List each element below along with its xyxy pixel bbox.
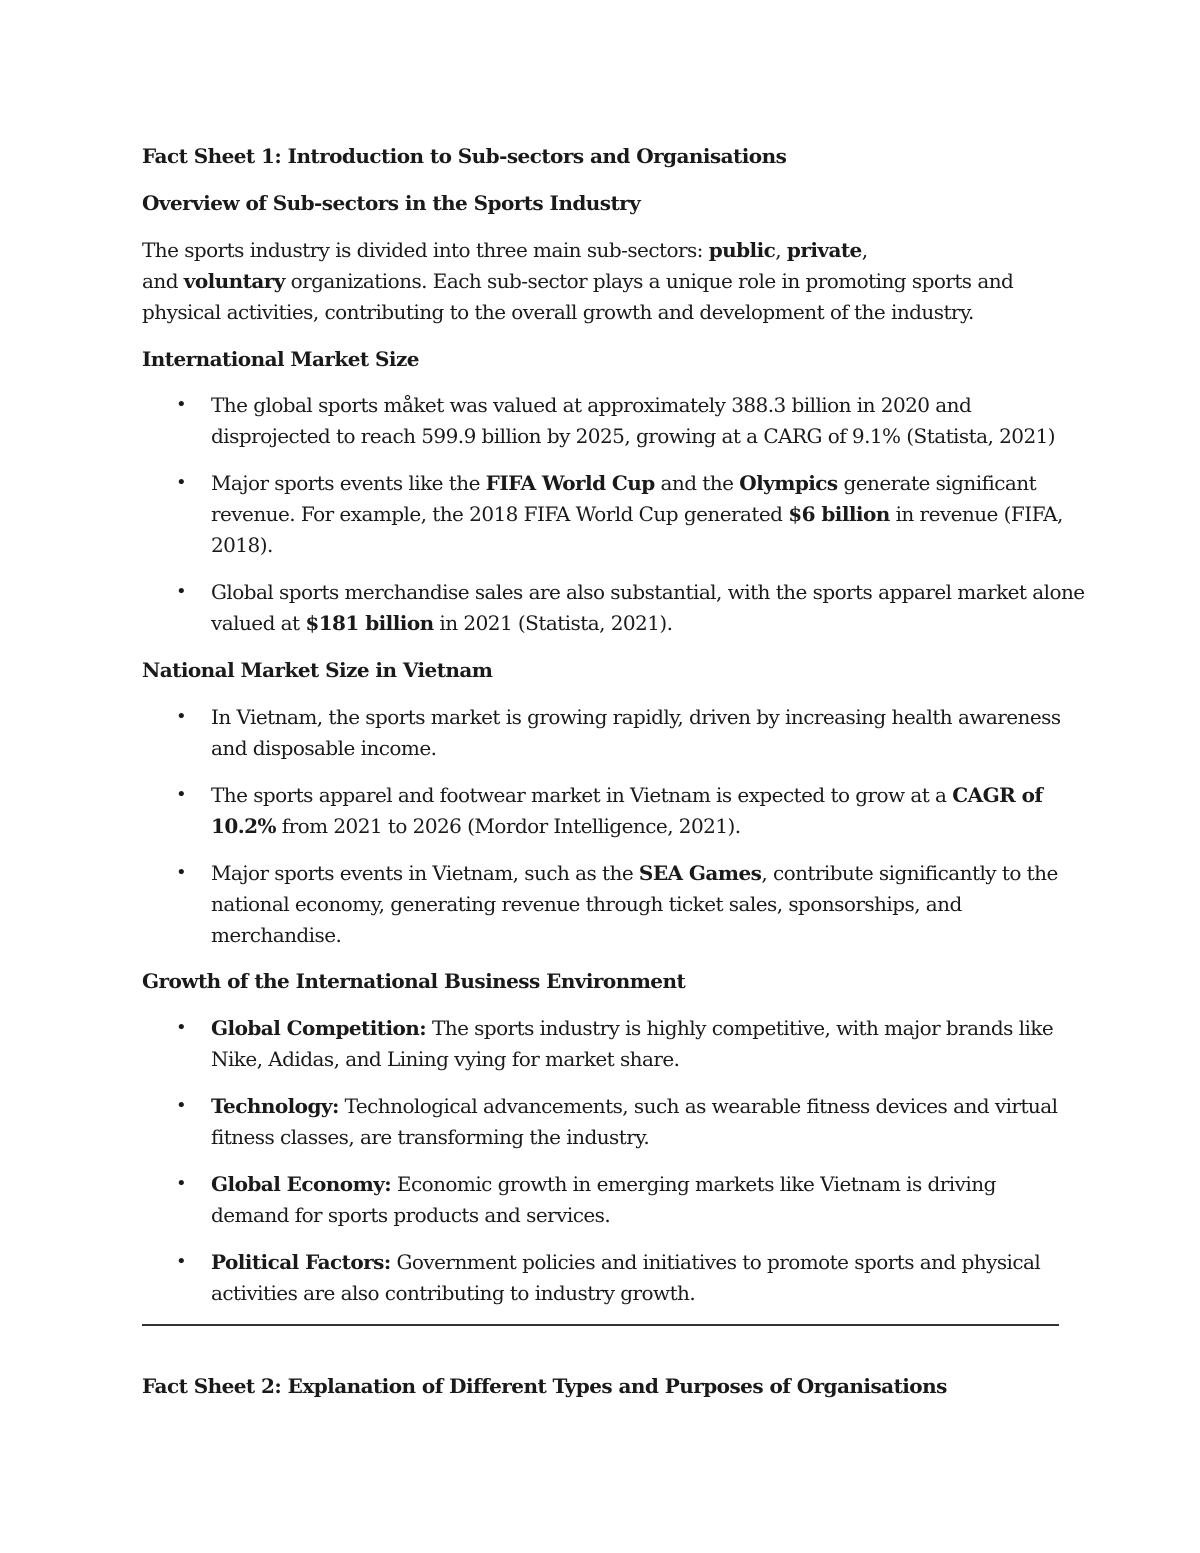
fact-sheet-1-title: Fact Sheet 1: Introduction to Sub-sectors and Organisations — [142, 144, 787, 168]
bullet-icon: • — [176, 1251, 187, 1272]
bullet-icon: • — [176, 394, 187, 415]
bullet-icon: • — [176, 1017, 187, 1038]
fact-sheet-2-title: Fact Sheet 2: Explanation of Different Types and Purposes of Organisations — [142, 1374, 947, 1398]
bullet-icon: • — [176, 581, 187, 602]
section-divider — [142, 1324, 1059, 1326]
overview-paragraph-line-1: The sports industry is divided into three main sub-sectors: public, private, — [142, 238, 868, 262]
bullet-icon: • — [176, 1173, 187, 1194]
bullet-icon: • — [176, 1095, 187, 1116]
international-market-heading: International Market Size — [142, 347, 419, 371]
bullet-icon: • — [176, 472, 187, 493]
bullet-icon: • — [176, 784, 187, 805]
bullet-icon: • — [176, 862, 187, 883]
bullet-icon: • — [176, 706, 187, 727]
growth-heading: Growth of the International Business Environment — [142, 969, 686, 993]
overview-paragraph-line-3: physical activities, contributing to the overall growth and development of the industry. — [142, 300, 974, 324]
national-market-heading: National Market Size in Vietnam — [142, 658, 493, 682]
overview-heading: Overview of Sub-sectors in the Sports Industry — [142, 191, 641, 215]
overview-paragraph-line-2: and voluntary organizations. Each sub-sector plays a unique role in promoting sports and — [142, 269, 1014, 293]
